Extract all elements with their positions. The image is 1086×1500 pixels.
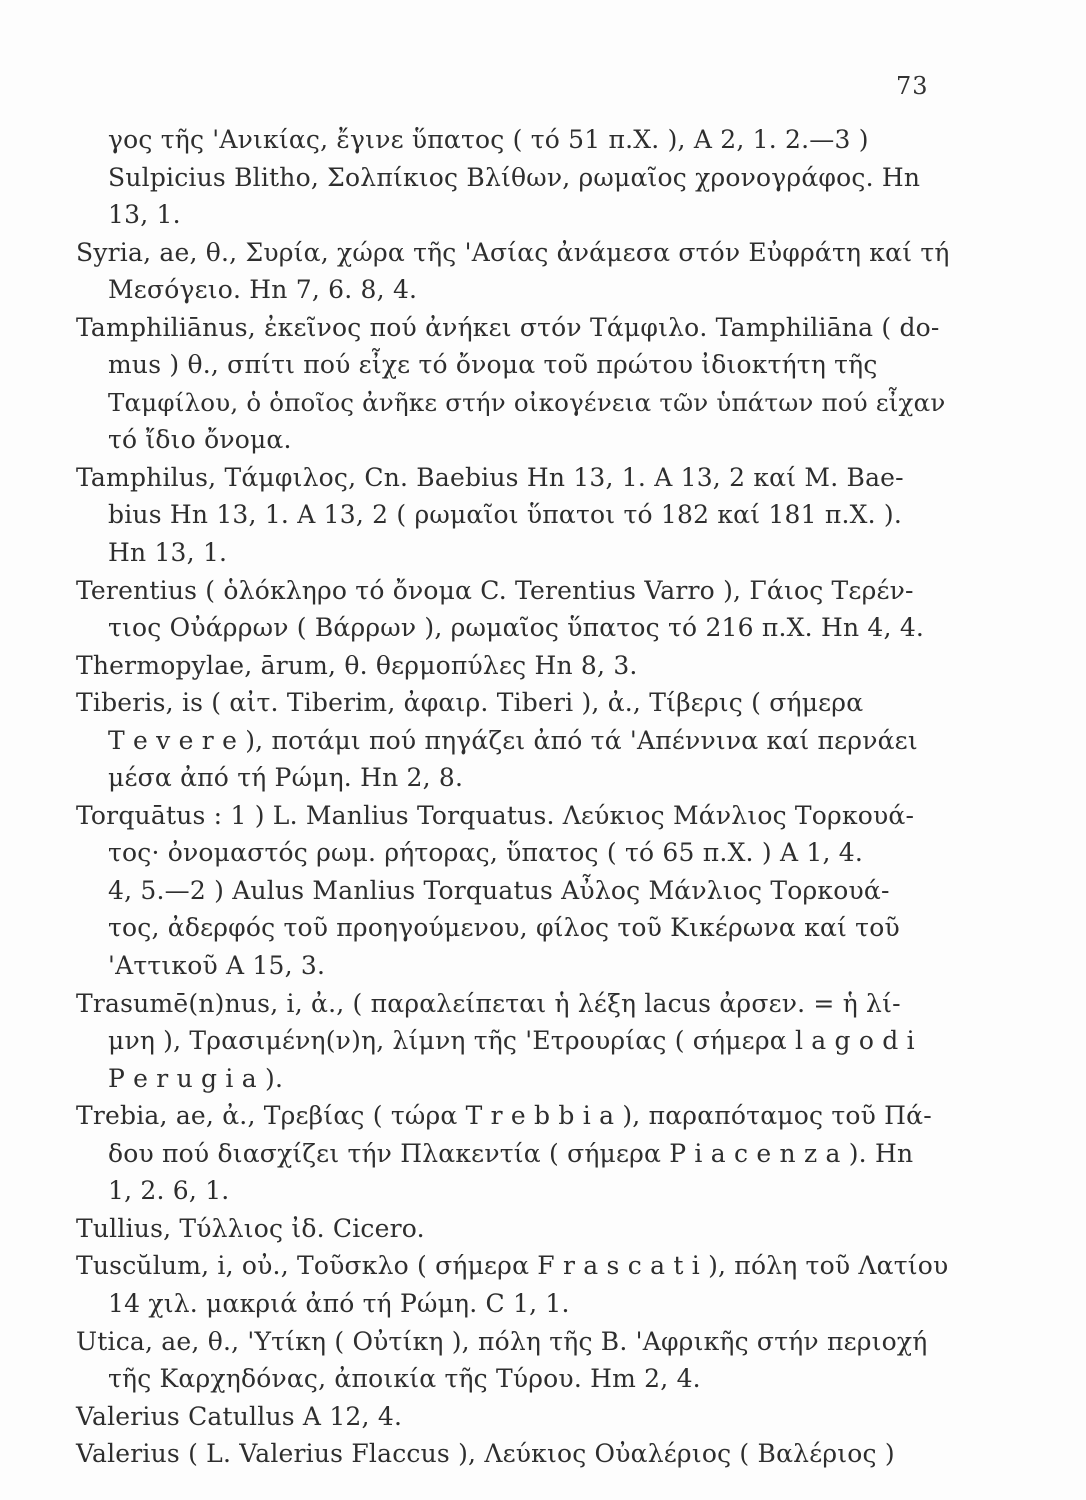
text-line: Trebia, ae, ἀ., Τρεβίας ( τώρα T r e b b i a ), παραπόταμος τοῦ Πά- [76, 1101, 932, 1131]
text-line: 13, 1. [108, 200, 181, 230]
text-line: Utica, ae, θ., 'Υτίκη ( Οὐτίκη ), πόλη τῆς Β. 'Αφρικῆς στήν περιοχή [76, 1326, 928, 1356]
text-line: Sulpicius Blitho, Σολπίκιος Βλίθων, ρωμαῖος χρονογράφος. Hn [108, 162, 921, 192]
text-line: τῆς Καρχηδόνας, ἀποικία τῆς Τύρου. Hm 2, 4. [108, 1364, 701, 1394]
text-line: Trasumē(n)nus, i, ἀ., ( παραλείπεται ἡ λέξη lacus ἀρσεν. = ἡ λί- [76, 988, 901, 1018]
glossary-entries [76, 121, 956, 1473]
text-line: Tiberis, is ( αἰτ. Tiberim, ἀφαιρ. Tiberi ), ἀ., Τίβερις ( σήμερα [76, 688, 864, 718]
text-line: Ταμφίλου, ὁ ὁποῖος ἀνῆκε στήν οἰκογένεια τῶν ὑπάτων πού εἶχαν [108, 387, 946, 417]
text-line: τος· ὀνομαστός ρωμ. ρήτορας, ὕπατος ( τό 65 π.Χ. ) A 1, 4. [108, 838, 864, 868]
text-line: Tullius, Τύλλιος ἰδ. Cicero. [76, 1213, 425, 1243]
text-line: P e r u g i a ). [108, 1063, 284, 1093]
text-line: Tuscŭlum, i, οὐ., Τοῦσκλο ( σήμερα F r a s c a t i ), πόλη τοῦ Λατίου [76, 1251, 949, 1281]
text-line: Valerius Catullus A 12, 4. [76, 1401, 403, 1431]
text-line: Tamphiliānus, ἐκεῖνος πού ἀνήκει στόν Τάμφιλο. Tamphiliāna ( do- [76, 312, 940, 342]
text-line: 1, 2. 6, 1. [108, 1176, 230, 1206]
text-line: Thermopylae, ārum, θ. θερμοπύλες Hn 8, 3. [76, 650, 638, 680]
text-line: Μεσόγειο. Hn 7, 6. 8, 4. [108, 275, 418, 305]
text-line: τιος Οὐάρρων ( Βάρρων ), ρωμαῖος ὕπατος τό 216 π.Χ. Hn 4, 4. [108, 613, 925, 643]
text-line: τος, ἀδερφός τοῦ προηγούμενου, φίλος τοῦ Κικέρωνα καί τοῦ [108, 913, 900, 943]
text-line: μέσα ἀπό τή Ρώμη. Hn 2, 8. [108, 763, 464, 793]
text-line: Tamphilus, Τάμφιλος, Cn. Baebius Hn 13, 1. A 13, 2 καί M. Bae- [76, 462, 904, 492]
text-line: 'Αττικοῦ A 15, 3. [108, 951, 326, 981]
text-line: Syria, ae, θ., Συρία, χώρα τῆς 'Ασίας ἀνάμεσα στόν Εὐφράτη καί τή [76, 237, 950, 267]
text-line: τό ἴδιο ὄνομα. [108, 425, 292, 455]
text-line: Valerius ( L. Valerius Flaccus ), Λεύκιος Οὐαλέριος ( Βαλέριος ) [76, 1439, 895, 1469]
text-line: δου πού διασχίζει τήν Πλακεντία ( σήμερα P i a c e n z a ). Hn [108, 1138, 914, 1168]
text-line: bius Hn 13, 1. A 13, 2 ( ρωμαῖοι ὕπατοι τό 182 καί 181 π.Χ. ). [108, 500, 903, 530]
text-line: μνη ), Τρασιμένη(ν)η, λίμνη τῆς 'Ετρουρίας ( σήμερα l a g o d i [108, 1026, 915, 1056]
text-line: γος τῆς 'Ανικίας, ἔγινε ὕπατος ( τό 51 π.Χ. ), Α 2, 1. 2.—3 ) [108, 125, 869, 154]
text-line: mus ) θ., σπίτι πού εἶχε τό ὄνομα τοῦ πρώτου ἰδιοκτήτη τῆς [108, 350, 878, 380]
text-line: 4, 5.—2 ) Aulus Manlius Torquatus Αὖλος Μάνλιος Τορκουά- [108, 875, 890, 905]
text-line: 14 χιλ. μακριά ἀπό τή Ρώμη. C 1, 1. [108, 1288, 570, 1318]
page-number: 73 [896, 72, 929, 100]
text-line: Torquātus : 1 ) L. Manlius Torquatus. Λεύκιος Μάνλιος Τορκουά- [76, 800, 915, 830]
text-line: Terentius ( ὁλόκληρο τό ὄνομα C. Terentius Varro ), Γάιος Τερέν- [76, 575, 914, 605]
text-line: Hn 13, 1. [108, 538, 228, 568]
text-line: T e v e r e ), ποτάμι πού πηγάζει ἀπό τά 'Απέννινα καί περνάει [108, 725, 918, 755]
